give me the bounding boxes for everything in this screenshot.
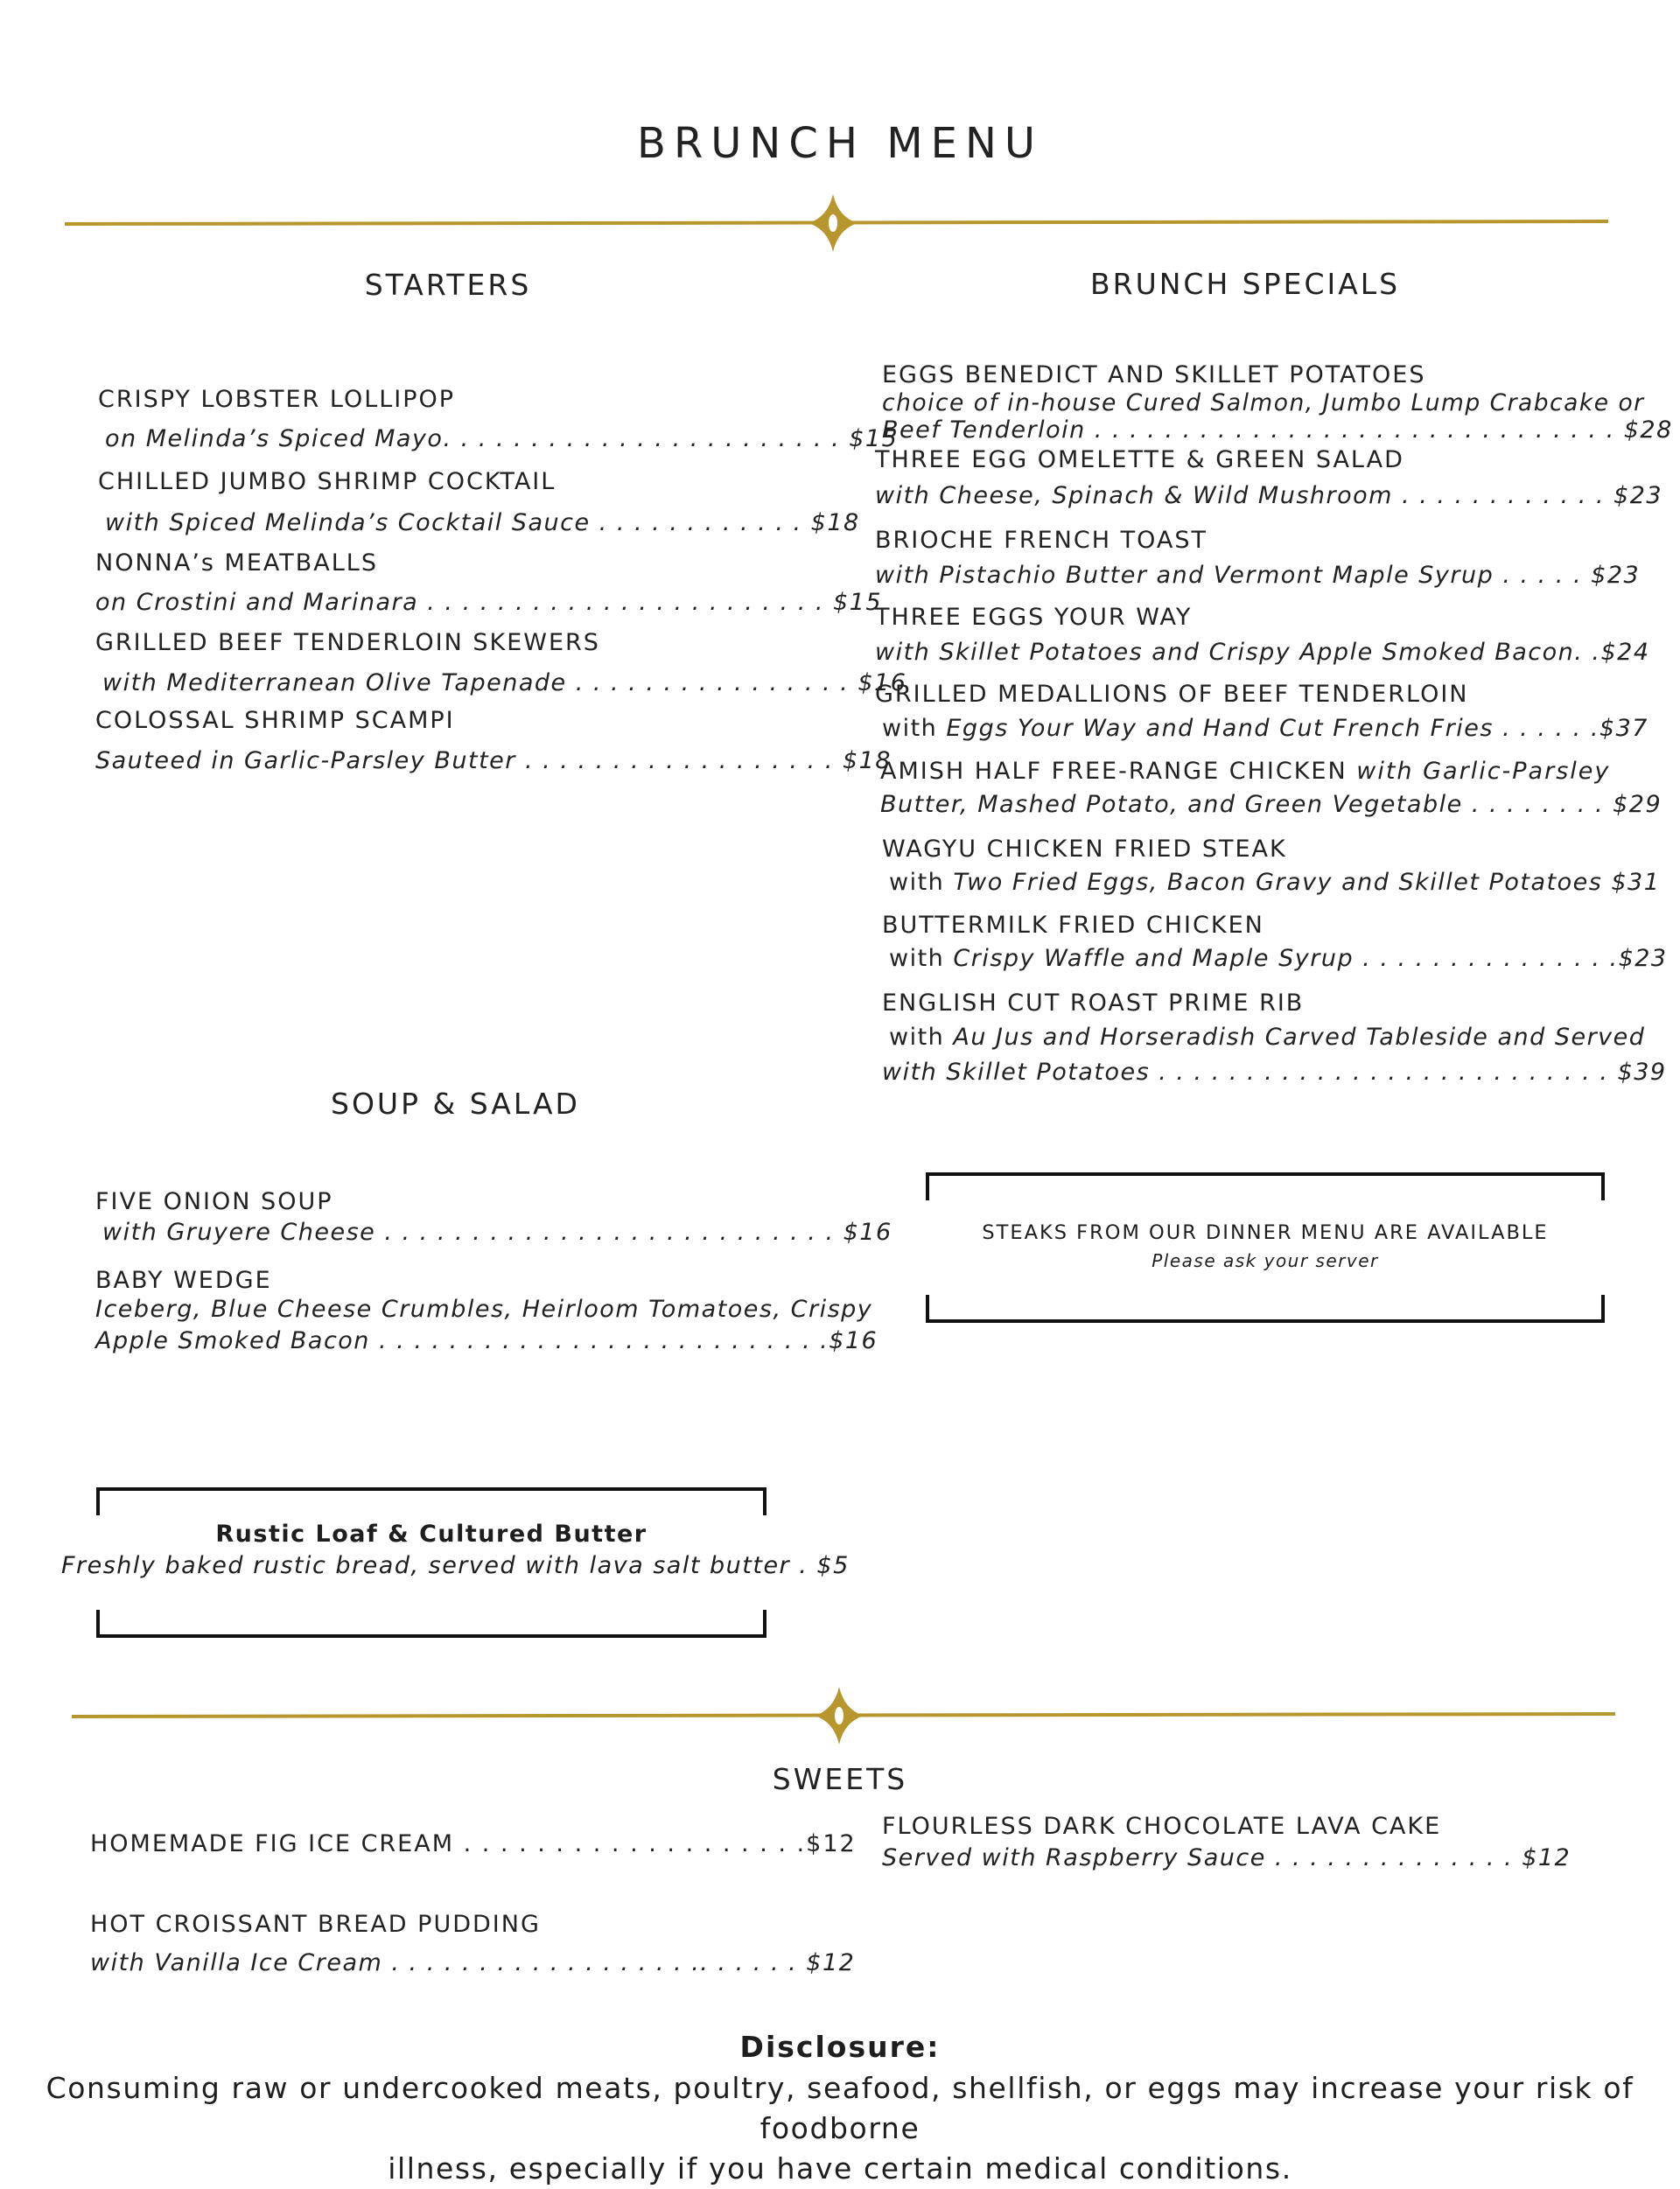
special-name: GRILLED MEDALLIONS OF BEEF TENDERLOIN: [875, 681, 1469, 708]
box-corner: [96, 1491, 100, 1515]
top-divider: [0, 184, 1680, 262]
box-corner: [763, 1491, 766, 1515]
starter-desc: on Crostini and Marinara . . . . . . . . . . . . . . . . . . . . . . . $15: [95, 589, 883, 616]
bread-desc: Freshly baked rustic bread, served with lava salt butter . $5: [61, 1552, 850, 1579]
special-name: [880, 758, 1610, 785]
sweet-name: HOMEMADE FIG ICE CREAM . . . . . . . . . . . . . . . . . . .$12: [90, 1830, 857, 1857]
soup-name: FIVE ONION SOUP: [95, 1188, 333, 1215]
special-desc: [889, 1024, 1645, 1051]
soup-desc: with Gruyere Cheese . . . . . . . . . . . . . . . . . . . . . . . . . . $16: [102, 1219, 892, 1246]
desc-prefix: with: [889, 945, 954, 972]
sweet-desc: Served with Raspberry Sauce . . . . . . . . . . . . . . $12: [882, 1844, 1572, 1871]
name-text: AMISH HALF FREE-RANGE CHICKEN: [880, 758, 1348, 785]
special-name: BRIOCHE FRENCH TOAST: [875, 527, 1208, 554]
special-desc: Butter, Mashed Potato, and Green Vegetable . . . . . . . . $29: [880, 791, 1662, 818]
sweets-heading: SWEETS: [772, 1762, 908, 1796]
disclosure-title: Disclosure:: [739, 2030, 941, 2064]
box-corner: [1601, 1176, 1605, 1200]
box-corner: [96, 1610, 100, 1634]
starter-name: NONNA’s MEATBALLS: [95, 549, 378, 577]
desc-prefix: with: [882, 715, 947, 742]
bottom-divider: [0, 1675, 1680, 1754]
special-desc: with Skillet Potatoes and Crispy Apple Smoked Bacon. .$24: [875, 639, 1650, 666]
special-name: ENGLISH CUT ROAST PRIME RIB: [882, 990, 1305, 1017]
desc-text: Two Fried Eggs, Bacon Gravy and Skillet Potatoes $31: [953, 869, 1661, 896]
special-desc: [889, 869, 1660, 896]
special-desc: choice of in-house Cured Salmon, Jumbo Lump Crabcake or: [882, 389, 1645, 416]
special-desc: with Pistachio Butter and Vermont Maple Syrup . . . . . $23: [875, 562, 1641, 589]
special-name: BUTTERMILK FRIED CHICKEN: [882, 912, 1264, 939]
special-name: EGGS BENEDICT AND SKILLET POTATOES: [882, 361, 1426, 388]
steaks-notice-box: [926, 1172, 1605, 1323]
specials-heading: BRUNCH SPECIALS: [1090, 267, 1401, 301]
sweet-name: FLOURLESS DARK CHOCOLATE LAVA CAKE: [882, 1813, 1442, 1840]
disclosure-line: illness, especially if you have certain medical conditions.: [388, 2151, 1292, 2186]
bread-title: Rustic Loaf & Cultured Butter: [215, 1521, 648, 1548]
box-corner: [926, 1295, 929, 1319]
salad-desc: Iceberg, Blue Cheese Crumbles, Heirloom Tomatoes, Crispy: [95, 1296, 873, 1323]
starter-desc: Sauteed in Garlic-Parsley Butter . . . . . . . . . . . . . . . . . . $18: [95, 747, 892, 774]
box-corner: [926, 1176, 929, 1200]
special-desc: [889, 945, 1668, 972]
starter-name: CHILLED JUMBO SHRIMP COCKTAIL: [98, 468, 556, 495]
desc-prefix: with: [889, 1024, 954, 1051]
special-desc: with Cheese, Spinach & Wild Mushroom . . . . . . . . . . . . $23: [875, 482, 1663, 509]
soup-salad-heading: SOUP & SALAD: [331, 1087, 580, 1121]
sweet-name: HOT CROISSANT BREAD PUDDING: [90, 1911, 541, 1938]
special-name: THREE EGG OMELETTE & GREEN SALAD: [875, 446, 1404, 473]
box-corner: [763, 1610, 766, 1634]
steaks-notice-line2: Please ask your server: [1152, 1250, 1379, 1271]
salad-name: BABY WEDGE: [95, 1267, 272, 1294]
sweet-desc: with Vanilla Ice Cream . . . . . . . . . . . . . . . . . .. . . . . . $12: [90, 1949, 856, 1976]
salad-desc: Apple Smoked Bacon . . . . . . . . . . . . . . . . . . . . . . . . . .$16: [95, 1327, 878, 1354]
bread-box: [61, 1487, 850, 1638]
disclosure-line: Consuming raw or undercooked meats, poultry, seafood, shellfish, or eggs may increase your risk of foodborne: [46, 2071, 1634, 2145]
special-name: THREE EGGS YOUR WAY: [875, 604, 1193, 631]
special-desc: Beef Tenderloin . . . . . . . . . . . . . . . . . . . . . . . . . . . . . . $28: [882, 416, 1673, 444]
desc-prefix: with: [889, 869, 954, 896]
steaks-notice-line1: STEAKS FROM OUR DINNER MENU ARE AVAILABLE: [982, 1221, 1549, 1244]
name-suffix: with Garlic-Parsley: [1347, 758, 1611, 785]
desc-text: Crispy Waffle and Maple Syrup . . . . . . . . . . . . . . .$23: [953, 945, 1668, 972]
desc-text: Au Jus and Horseradish Carved Tableside and Served: [953, 1024, 1646, 1051]
desc-text: Eggs Your Way and Hand Cut French Fries . . . . . .$37: [946, 715, 1648, 742]
special-name: WAGYU CHICKEN FRIED STEAK: [882, 836, 1287, 863]
disclosure-text: [0, 2068, 1680, 2189]
starter-desc: on Melinda’s Spiced Mayo. . . . . . . . . . . . . . . . . . . . . . . $15: [105, 425, 899, 452]
starters-heading: STARTERS: [364, 268, 532, 302]
special-desc: [882, 715, 1648, 742]
starter-desc: with Mediterranean Olive Tapenade . . . . . . . . . . . . . . . . $16: [102, 669, 907, 696]
starter-name: CRISPY LOBSTER LOLLIPOP: [98, 386, 456, 413]
starter-name: COLOSSAL SHRIMP SCAMPI: [95, 707, 455, 734]
starter-name: GRILLED BEEF TENDERLOIN SKEWERS: [95, 629, 600, 656]
starter-desc: with Spiced Melinda’s Cocktail Sauce . . . . . . . . . . . . $18: [105, 509, 860, 536]
box-corner: [1601, 1295, 1605, 1319]
page-title: BRUNCH MENU: [637, 119, 1043, 168]
special-desc: with Skillet Potatoes . . . . . . . . . . . . . . . . . . . . . . . . . . $39: [882, 1059, 1667, 1086]
